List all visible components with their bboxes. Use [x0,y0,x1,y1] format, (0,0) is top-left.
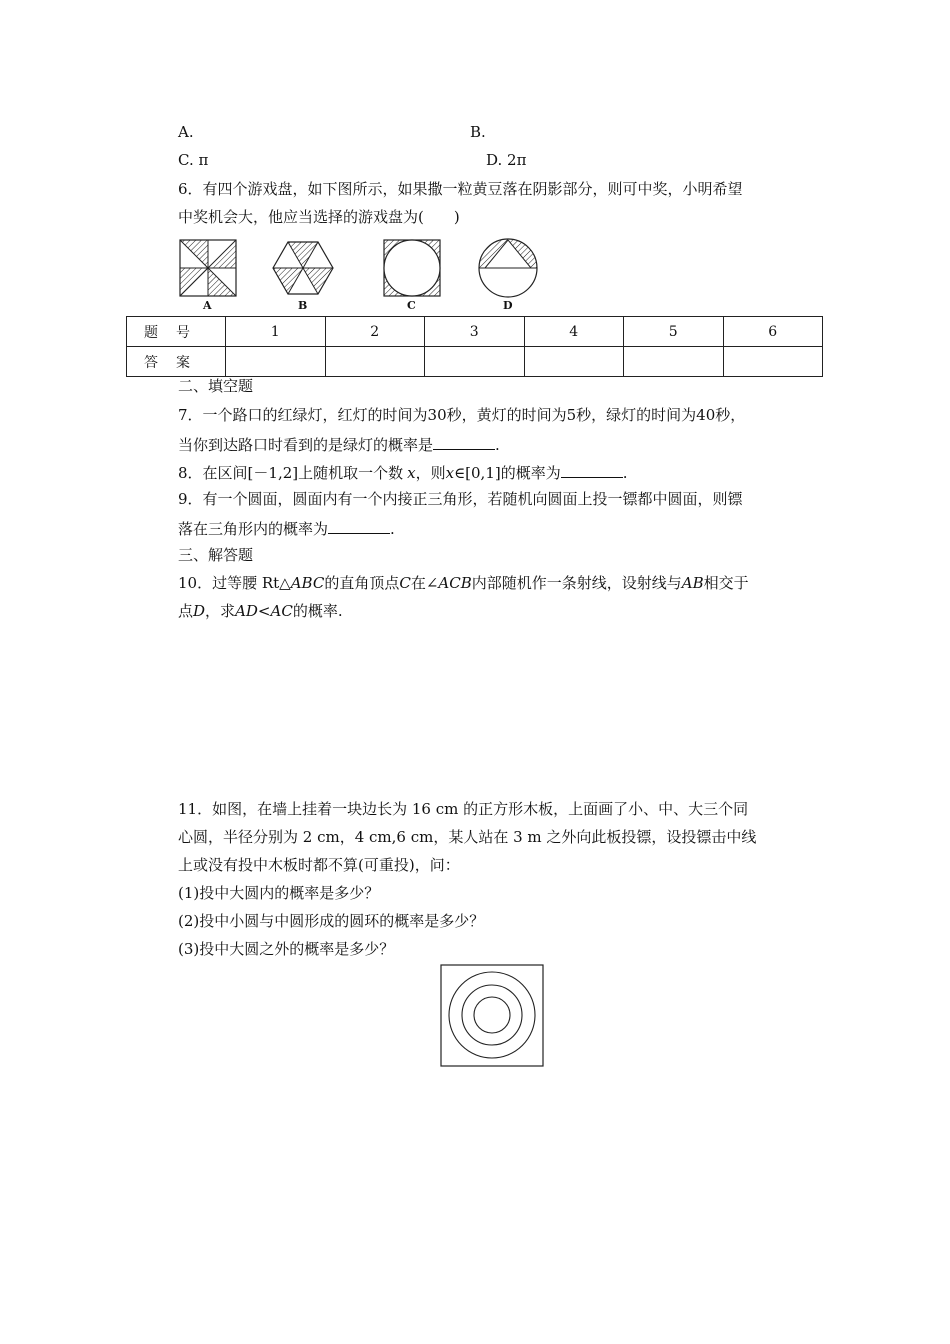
column-4: 4 [524,317,624,347]
answer-cell-2[interactable] [325,347,425,377]
q10-text-a: 10．过等腰 Rt△ [178,574,291,592]
game-board-d [478,238,538,297]
q7-answer-blank[interactable] [433,436,495,450]
q11-part3: (3)投中大圆之外的概率是多少？ [178,940,395,958]
answer-cell-4[interactable] [524,347,624,377]
board-label-a: A [203,299,212,312]
answer-cell-3[interactable] [425,347,525,377]
column-2: 2 [325,317,425,347]
q6-line2: 中奖机会大，他应当选择的游戏盘为( ) [178,208,460,226]
q7-line2 [178,436,500,453]
q8-line [178,464,628,481]
q11-part1: (1)投中大圆内的概率是多少？ [178,884,380,902]
game-board-b [273,242,333,294]
q9-line1: 9．有一个圆面，圆面内有一个内接正三角形，若随机向圆面上投一镖都中圆面，则镖 [178,490,743,508]
q11-line3: 上或没有投中木板时都不算(可重投)，问： [178,856,460,874]
header-label: 题号 [127,317,226,347]
q10-text-d: 内部随机作一条射线，设射线与 [471,574,682,592]
q8-answer-blank[interactable] [561,464,623,478]
q8-text-c: ∈[0,1]的概率为 [454,464,561,482]
answer-table-header-row [127,317,823,347]
q10-text-f: 点 [178,602,194,620]
q11-line2: 心圆，半径分别为 2 cm，4 cm,6 cm，某人站在 3 m 之外向此板投镖，设投镖击中线 [178,828,757,846]
answer-cell-5[interactable] [624,347,724,377]
q10-triangle-abc: ABC [290,574,325,592]
q7-text: 当你到达路口时看到的是绿灯的概率是 [178,436,434,454]
option-a: A. [178,123,194,141]
column-1: 1 [226,317,326,347]
q10-angle-acb: ACB [438,574,472,592]
q8-var-x: x [407,464,416,482]
q8-text-b: ，则 [415,464,446,482]
answer-label: 答案 [127,347,226,377]
board-label-d: D [503,299,513,312]
column-6: 6 [723,317,823,347]
q10-text-c: 在∠ [410,574,439,592]
game-board-a [180,240,236,296]
q11-line1: 11．如图，在墙上挂着一块边长为 16 cm 的正方形木板，上面画了小、中、大三个同 [178,800,749,818]
q10-segment-ab: AB [681,574,704,592]
section-heading-solve: 三、解答题 [178,546,254,564]
q10-text-e: 相交于 [703,574,749,592]
column-3: 3 [425,317,525,347]
q7-end: . [495,436,500,454]
answer-cell-1[interactable] [226,347,326,377]
option-c: C. π [178,151,209,169]
q10-text-h: 的概率. [292,602,343,620]
q10-line1 [178,576,749,591]
q9-end: . [390,520,395,538]
q8-var-x2: x [445,464,455,482]
answer-table-answer-row [127,347,823,377]
q10-point-c: C [399,574,411,592]
game-board-c [384,240,440,296]
answer-table [126,316,823,377]
q6-line1: 6．有四个游戏盘，如下图所示，如果撒一粒黄豆落在阴影部分，则可中奖，小明希望 [178,180,743,198]
option-d: D. 2π [486,151,527,169]
target-board-figure [441,965,543,1066]
q9-answer-blank[interactable] [328,520,390,534]
q9-line2 [178,520,395,537]
q9-text: 落在三角形内的概率为 [178,520,329,538]
q11-part2: (2)投中小圆与中圆形成的圆环的概率是多少？ [178,912,485,930]
board-label-c: C [407,299,416,312]
q10-point-d: D [193,602,206,620]
q8-end: . [622,464,628,482]
q10-text-g: ，求 [205,602,236,620]
q10-line2 [178,604,343,619]
column-5: 5 [624,317,724,347]
option-b: B. [470,123,486,141]
q10-text-b: 的直角顶点 [324,574,400,592]
q7-line1: 7．一个路口的红绿灯，红灯的时间为30秒，黄灯的时间为5秒，绿灯的时间为40秒， [178,406,746,424]
board-label-b: B [298,299,308,312]
answer-cell-6[interactable] [723,347,823,377]
section-heading-fill-blank: 二、填空题 [178,377,254,395]
q8-text-a: 8．在区间[－1,2]上随机取一个数 [178,464,404,482]
q10-condition: AD<AC [235,602,293,620]
